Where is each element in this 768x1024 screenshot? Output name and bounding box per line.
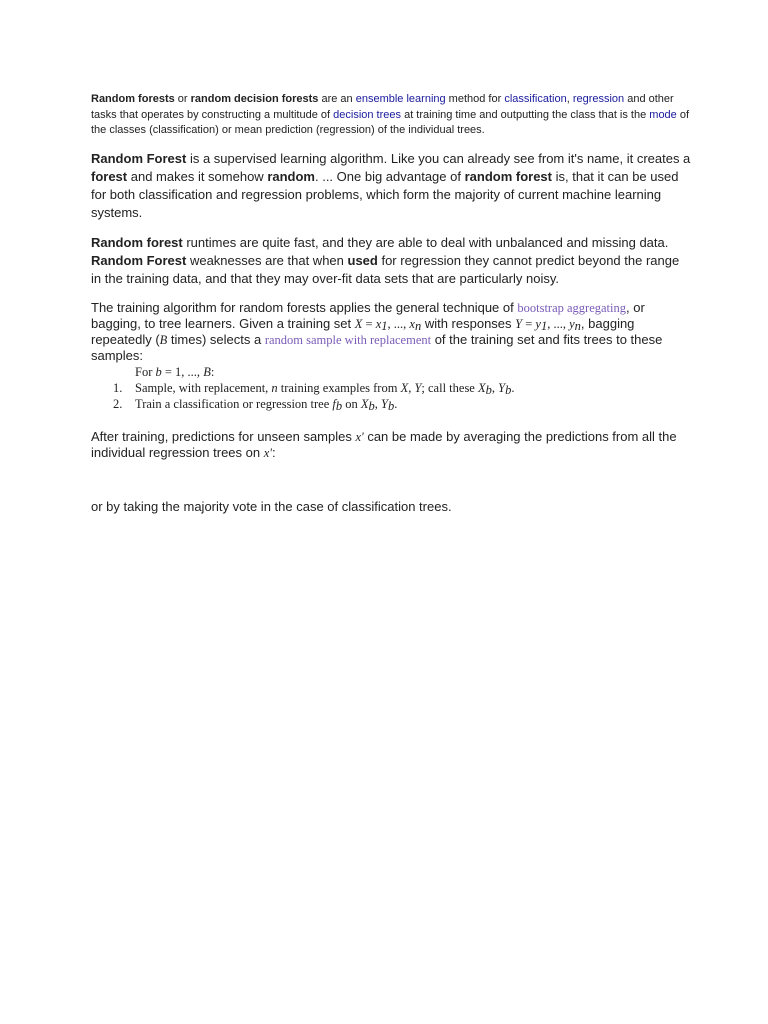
prediction-paragraph: After training, predictions for unseen samples x' can be made by averaging the predictions from all the individual regression trees on x': [91, 428, 677, 460]
link-decision-trees[interactable]: decision trees [333, 108, 402, 121]
algorithm-step-2: 2. Train a classification or regression tree $f_b$ on $X_b$, $Y_b$. [113, 396, 398, 413]
link-bootstrap-aggregating[interactable]: bootstrap aggregating [517, 300, 627, 315]
term-random-decision-forests: random decision forests [190, 93, 319, 105]
weaknesses-paragraph: Random forest runtimes are quite fast, and they are able to deal with unbalanced and missing data. Random Forest weaknesses are that when used for regression they cannot predict beyond the range in the training data, and that they may over-fit data sets that are particularly noisy. [91, 234, 680, 286]
link-classification[interactable]: classification [504, 93, 567, 105]
document-page [91, 92, 691, 515]
link-ensemble-learning[interactable]: ensemble learning [355, 93, 446, 105]
link-regression[interactable]: regression [572, 93, 625, 105]
algorithm-step-1: 1. Sample, with replacement, n training examples from X, Y; call these $X_b$, $Y_b$. [113, 380, 515, 397]
bagging-algorithm [91, 364, 691, 412]
algorithm-for-line: For b = 1, ..., B: [135, 364, 215, 379]
term-random-forests: Random forests [91, 93, 175, 105]
definition-paragraph: Random Forest is a supervised learning algorithm. Like you can already see from it's name, it creates a forest and makes it somehow random. ... One big advantage of random forest is, that it can be used for both classification and regression problems, which form the majority of current machine learning systems. [91, 150, 691, 220]
link-mode[interactable]: mode [649, 108, 677, 121]
training-algorithm-paragraph: The training algorithm for random forests applies the general technique of bootstrap aggregating, or bagging, to tree learners. Given a training set $X = x_1$, ..., $x_n$ with responses $Y = y_1$, ..., $y_n$, bagging repeatedly (B times) selects a random sample with replacement of the training set and fits trees to these samples: [91, 299, 663, 363]
link-random-sample-with-replacement[interactable]: random sample with replacement [264, 332, 432, 347]
intro-paragraph: Random forests or random decision forests are an ensemble learning method for classification, regression and other tasks that operates by constructing a multitude of decision trees at training time and outputting the class that is the mode of the classes (classification) or mean prediction (regression) of the individual trees. [91, 93, 690, 136]
majority-vote-paragraph: or by taking the majority vote in the case of classification trees. [91, 498, 452, 514]
